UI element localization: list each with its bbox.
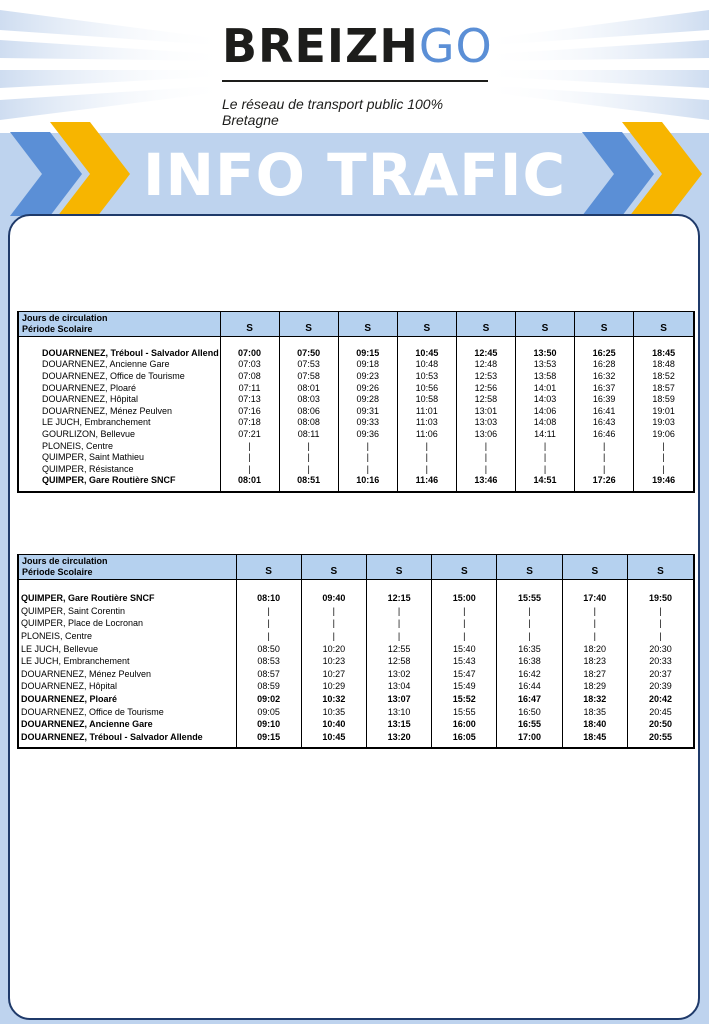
header-period-label: Période Scolaire	[22, 324, 93, 334]
departure-time: 16:32	[575, 370, 634, 382]
departure-time: 15:52	[432, 693, 497, 706]
departure-time: 18:45	[562, 731, 627, 744]
departure-time: |	[338, 463, 397, 475]
timetable-row	[18, 463, 694, 475]
departure-time: 13:50	[515, 347, 574, 359]
logo-accent-text: GO	[418, 19, 493, 73]
departure-time: 13:53	[515, 359, 574, 371]
logo-underline	[222, 80, 488, 82]
spacer-row	[18, 337, 694, 348]
departure-time: 18:23	[562, 655, 627, 668]
departure-time: 18:32	[562, 693, 627, 706]
departure-time: 16:37	[575, 382, 634, 394]
departure-time: |	[456, 463, 515, 475]
departure-time: 13:04	[366, 680, 431, 693]
departure-time: |	[432, 605, 497, 618]
breizhgo-logo	[222, 19, 493, 73]
header-days-label: Jours de circulation	[22, 556, 108, 566]
departure-time: 18:59	[634, 393, 694, 405]
departure-time: 14:11	[515, 428, 574, 440]
departure-time: 08:03	[279, 393, 338, 405]
timetable-row	[18, 475, 694, 487]
departure-time: 10:48	[397, 359, 456, 371]
departure-time: 18:27	[562, 668, 627, 681]
departure-time: 16:00	[432, 718, 497, 731]
departure-time: 11:46	[397, 475, 456, 487]
stop-name: PLONEIS, Centre	[18, 440, 220, 452]
departure-time: 13:01	[456, 405, 515, 417]
day-code: S	[338, 312, 397, 337]
departure-time: |	[220, 440, 279, 452]
departure-time: |	[279, 451, 338, 463]
departure-time: 10:58	[397, 393, 456, 405]
timetable-row	[18, 668, 694, 681]
departure-time: |	[397, 463, 456, 475]
day-code: S	[575, 312, 634, 337]
stop-name: QUIMPER, Place de Locronan	[18, 617, 236, 630]
departure-time: 14:51	[515, 475, 574, 487]
day-code: S	[627, 555, 694, 580]
departure-time: 10:40	[301, 718, 366, 731]
departure-time: 20:42	[627, 693, 694, 706]
departure-time: 12:53	[456, 370, 515, 382]
departure-time: 14:01	[515, 382, 574, 394]
departure-time: 16:50	[497, 705, 562, 718]
timetable-quimper-douarnenez	[17, 554, 695, 749]
stop-name: DOUARNENEZ, Ploaré	[18, 693, 236, 706]
timetable-header-label	[18, 312, 220, 337]
departure-time: 19:50	[627, 592, 694, 605]
timetable-row	[18, 592, 694, 605]
stop-name: QUIMPER, Gare Routière SNCF	[18, 475, 220, 487]
departure-time: 13:03	[456, 417, 515, 429]
departure-time: 13:46	[456, 475, 515, 487]
timetable-douarnenez-quimper	[17, 311, 695, 493]
departure-time: 08:01	[279, 382, 338, 394]
departure-time: |	[515, 463, 574, 475]
stop-name: QUIMPER, Saint Mathieu	[18, 451, 220, 463]
departure-time: 08:11	[279, 428, 338, 440]
departure-time: 17:26	[575, 475, 634, 487]
departure-time: 15:49	[432, 680, 497, 693]
departure-time: 10:32	[301, 693, 366, 706]
timetable-row	[18, 731, 694, 744]
departure-time: |	[515, 440, 574, 452]
day-code: S	[562, 555, 627, 580]
departure-time: |	[236, 630, 301, 643]
departure-time: 16:35	[497, 642, 562, 655]
departure-time: 09:10	[236, 718, 301, 731]
departure-time: 16:47	[497, 693, 562, 706]
departure-time: 11:03	[397, 417, 456, 429]
departure-time: 08:57	[236, 668, 301, 681]
departure-time: 16:42	[497, 668, 562, 681]
stop-name: PLONEIS, Centre	[18, 630, 236, 643]
departure-time: |	[338, 451, 397, 463]
timetable-header-row	[18, 312, 694, 337]
timetable-row	[18, 370, 694, 382]
timetable-row	[18, 359, 694, 371]
day-code: S	[279, 312, 338, 337]
departure-time: 18:35	[562, 705, 627, 718]
timetable-row	[18, 642, 694, 655]
departure-time: 13:20	[366, 731, 431, 744]
departure-time: 15:55	[497, 592, 562, 605]
departure-time: 08:51	[279, 475, 338, 487]
departure-time: 08:50	[236, 642, 301, 655]
departure-time: 09:31	[338, 405, 397, 417]
departure-time: 17:00	[497, 731, 562, 744]
day-code: S	[366, 555, 431, 580]
departure-time: |	[497, 605, 562, 618]
header-days-label: Jours de circulation	[22, 313, 108, 323]
departure-time: 10:56	[397, 382, 456, 394]
timetable-row	[18, 451, 694, 463]
departure-time: |	[497, 630, 562, 643]
stop-name: DOUARNENEZ, Office de Tourisme	[18, 705, 236, 718]
departure-time: 20:50	[627, 718, 694, 731]
departure-time: 09:40	[301, 592, 366, 605]
stop-name: QUIMPER, Gare Routière SNCF	[18, 592, 236, 605]
stop-name: DOUARNENEZ, Ancienne Gare	[18, 718, 236, 731]
departure-time: 11:01	[397, 405, 456, 417]
stop-name: DOUARNENEZ, Ménez Peulven	[18, 668, 236, 681]
stop-name: LE JUCH, Embranchement	[18, 417, 220, 429]
timetable-row	[18, 382, 694, 394]
timetable-row	[18, 693, 694, 706]
stop-name: DOUARNENEZ, Office de Tourisme	[18, 370, 220, 382]
timetable-header-row	[18, 555, 694, 580]
day-code: S	[432, 555, 497, 580]
header-period-label: Période Scolaire	[22, 567, 93, 577]
departure-time: 15:47	[432, 668, 497, 681]
departure-time: 18:29	[562, 680, 627, 693]
departure-time: |	[220, 451, 279, 463]
departure-time: 13:58	[515, 370, 574, 382]
departure-time: 10:53	[397, 370, 456, 382]
timetable-row	[18, 617, 694, 630]
departure-time: |	[456, 451, 515, 463]
departure-time: 16:25	[575, 347, 634, 359]
timetable-row	[18, 718, 694, 731]
departure-time: 18:45	[634, 347, 694, 359]
departure-time: |	[575, 463, 634, 475]
departure-time: 09:26	[338, 382, 397, 394]
departure-time: 12:58	[456, 393, 515, 405]
departure-time: 15:43	[432, 655, 497, 668]
decorative-rays-left	[0, 0, 230, 135]
timetable-row	[18, 405, 694, 417]
departure-time: |	[562, 630, 627, 643]
departure-time: 09:28	[338, 393, 397, 405]
timetable-row	[18, 393, 694, 405]
departure-time: 14:06	[515, 405, 574, 417]
departure-time: |	[634, 463, 694, 475]
departure-time: 16:55	[497, 718, 562, 731]
departure-time: |	[236, 605, 301, 618]
departure-time: 10:27	[301, 668, 366, 681]
day-code: S	[634, 312, 694, 337]
departure-time: 09:15	[236, 731, 301, 744]
page-header	[0, 0, 709, 135]
departure-time: 07:16	[220, 405, 279, 417]
departure-time: 07:00	[220, 347, 279, 359]
departure-time: |	[236, 617, 301, 630]
departure-time: |	[575, 440, 634, 452]
departure-time: 10:29	[301, 680, 366, 693]
departure-time: 13:10	[366, 705, 431, 718]
departure-time: |	[562, 605, 627, 618]
day-code: S	[397, 312, 456, 337]
departure-time: |	[634, 440, 694, 452]
departure-time: 19:46	[634, 475, 694, 487]
timetable-row	[18, 605, 694, 618]
departure-time: 07:11	[220, 382, 279, 394]
departure-time: |	[627, 617, 694, 630]
departure-time: 14:03	[515, 393, 574, 405]
departure-time: 20:33	[627, 655, 694, 668]
departure-time: 09:33	[338, 417, 397, 429]
day-code: S	[515, 312, 574, 337]
departure-time: 08:08	[279, 417, 338, 429]
departure-time: |	[497, 617, 562, 630]
departure-time: |	[627, 630, 694, 643]
departure-time: 09:05	[236, 705, 301, 718]
departure-time: 10:20	[301, 642, 366, 655]
departure-time: |	[432, 630, 497, 643]
departure-time: |	[627, 605, 694, 618]
logo-tagline: Le réseau de transport public 100% Bretagne	[222, 96, 444, 128]
departure-time: 16:44	[497, 680, 562, 693]
departure-time: |	[279, 440, 338, 452]
stop-name: DOUARNENEZ, Hôpital	[18, 680, 236, 693]
departure-time: 12:48	[456, 359, 515, 371]
stop-name: DOUARNENEZ, Tréboul - Salvador Allende	[18, 731, 236, 744]
departure-time: 12:56	[456, 382, 515, 394]
departure-time: 10:45	[301, 731, 366, 744]
departure-time: |	[366, 630, 431, 643]
bottom-spacer-row	[18, 743, 694, 748]
departure-time: 15:00	[432, 592, 497, 605]
departure-time: 12:15	[366, 592, 431, 605]
departure-time: 09:23	[338, 370, 397, 382]
day-code: S	[236, 555, 301, 580]
departure-time: 16:28	[575, 359, 634, 371]
departure-time: 09:02	[236, 693, 301, 706]
departure-time: |	[456, 440, 515, 452]
stop-name: DOUARNENEZ, Ancienne Gare	[18, 359, 220, 371]
timetable-row	[18, 428, 694, 440]
departure-time: 13:02	[366, 668, 431, 681]
departure-time: 18:40	[562, 718, 627, 731]
departure-time: 12:45	[456, 347, 515, 359]
departure-time: 16:43	[575, 417, 634, 429]
departure-time: 09:36	[338, 428, 397, 440]
departure-time: 10:16	[338, 475, 397, 487]
departure-time: 18:20	[562, 642, 627, 655]
departure-time: |	[338, 440, 397, 452]
departure-time: 07:21	[220, 428, 279, 440]
stop-name: GOURLIZON, Bellevue	[18, 428, 220, 440]
departure-time: |	[301, 605, 366, 618]
departure-time: 08:59	[236, 680, 301, 693]
departure-time: 13:07	[366, 693, 431, 706]
departure-time: 15:40	[432, 642, 497, 655]
departure-time: 09:15	[338, 347, 397, 359]
departure-time: 07:58	[279, 370, 338, 382]
departure-time: 18:52	[634, 370, 694, 382]
timetable-row	[18, 680, 694, 693]
departure-time: 19:01	[634, 405, 694, 417]
departure-time: 14:08	[515, 417, 574, 429]
departure-time: 08:06	[279, 405, 338, 417]
stop-name: DOUARNENEZ, Ménez Peulven	[18, 405, 220, 417]
departure-time: 20:45	[627, 705, 694, 718]
departure-time: 19:06	[634, 428, 694, 440]
day-code: S	[220, 312, 279, 337]
departure-time: 10:45	[397, 347, 456, 359]
decorative-rays-right	[479, 0, 709, 135]
banner-title: INFO TRAFIC	[142, 141, 567, 209]
departure-time: 16:46	[575, 428, 634, 440]
departure-time: |	[220, 463, 279, 475]
departure-time: 16:41	[575, 405, 634, 417]
timetable-header-label	[18, 555, 236, 580]
departure-time: 18:57	[634, 382, 694, 394]
departure-time: 09:18	[338, 359, 397, 371]
stop-name: LE JUCH, Bellevue	[18, 642, 236, 655]
departure-time: 18:48	[634, 359, 694, 371]
departure-time: 19:03	[634, 417, 694, 429]
day-code: S	[301, 555, 366, 580]
timetable-row	[18, 347, 694, 359]
day-code: S	[456, 312, 515, 337]
departure-time: |	[432, 617, 497, 630]
stop-name: QUIMPER, Résistance	[18, 463, 220, 475]
departure-time: |	[279, 463, 338, 475]
departure-time: |	[397, 440, 456, 452]
departure-time: 17:40	[562, 592, 627, 605]
departure-time: 11:06	[397, 428, 456, 440]
logo-main-text: BREIZH	[222, 19, 419, 73]
departure-time: 10:35	[301, 705, 366, 718]
departure-time: 08:10	[236, 592, 301, 605]
departure-time: |	[634, 451, 694, 463]
departure-time: 13:06	[456, 428, 515, 440]
timetable-row	[18, 705, 694, 718]
departure-time: 08:01	[220, 475, 279, 487]
departure-time: 16:39	[575, 393, 634, 405]
departure-time: 12:58	[366, 655, 431, 668]
departure-time: 13:15	[366, 718, 431, 731]
departure-time: 20:39	[627, 680, 694, 693]
departure-time: 12:55	[366, 642, 431, 655]
bottom-spacer-row	[18, 486, 694, 492]
stop-name: LE JUCH, Embranchement	[18, 655, 236, 668]
departure-time: 20:30	[627, 642, 694, 655]
departure-time: 10:23	[301, 655, 366, 668]
departure-time: |	[301, 630, 366, 643]
departure-time: |	[397, 451, 456, 463]
stop-name: QUIMPER, Saint Corentin	[18, 605, 236, 618]
departure-time: |	[301, 617, 366, 630]
departure-time: 07:08	[220, 370, 279, 382]
departure-time: 16:05	[432, 731, 497, 744]
departure-time: |	[515, 451, 574, 463]
spacer-row	[18, 580, 694, 593]
departure-time: 15:55	[432, 705, 497, 718]
departure-time: 07:50	[279, 347, 338, 359]
departure-time: 07:53	[279, 359, 338, 371]
departure-time: 08:53	[236, 655, 301, 668]
day-code: S	[497, 555, 562, 580]
departure-time: 07:13	[220, 393, 279, 405]
departure-time: 07:03	[220, 359, 279, 371]
departure-time: 20:55	[627, 731, 694, 744]
departure-time: |	[366, 605, 431, 618]
departure-time: 20:37	[627, 668, 694, 681]
timetable-row	[18, 630, 694, 643]
departure-time: 07:18	[220, 417, 279, 429]
departure-time: |	[562, 617, 627, 630]
departure-time: 16:38	[497, 655, 562, 668]
departure-time: |	[575, 451, 634, 463]
timetable-row	[18, 440, 694, 452]
stop-name: DOUARNENEZ, Ploaré	[18, 382, 220, 394]
departure-time: |	[366, 617, 431, 630]
timetable-row	[18, 417, 694, 429]
timetable-row	[18, 655, 694, 668]
stop-name: DOUARNENEZ, Hôpital	[18, 393, 220, 405]
stop-name: DOUARNENEZ, Tréboul - Salvador Allend	[18, 347, 220, 359]
